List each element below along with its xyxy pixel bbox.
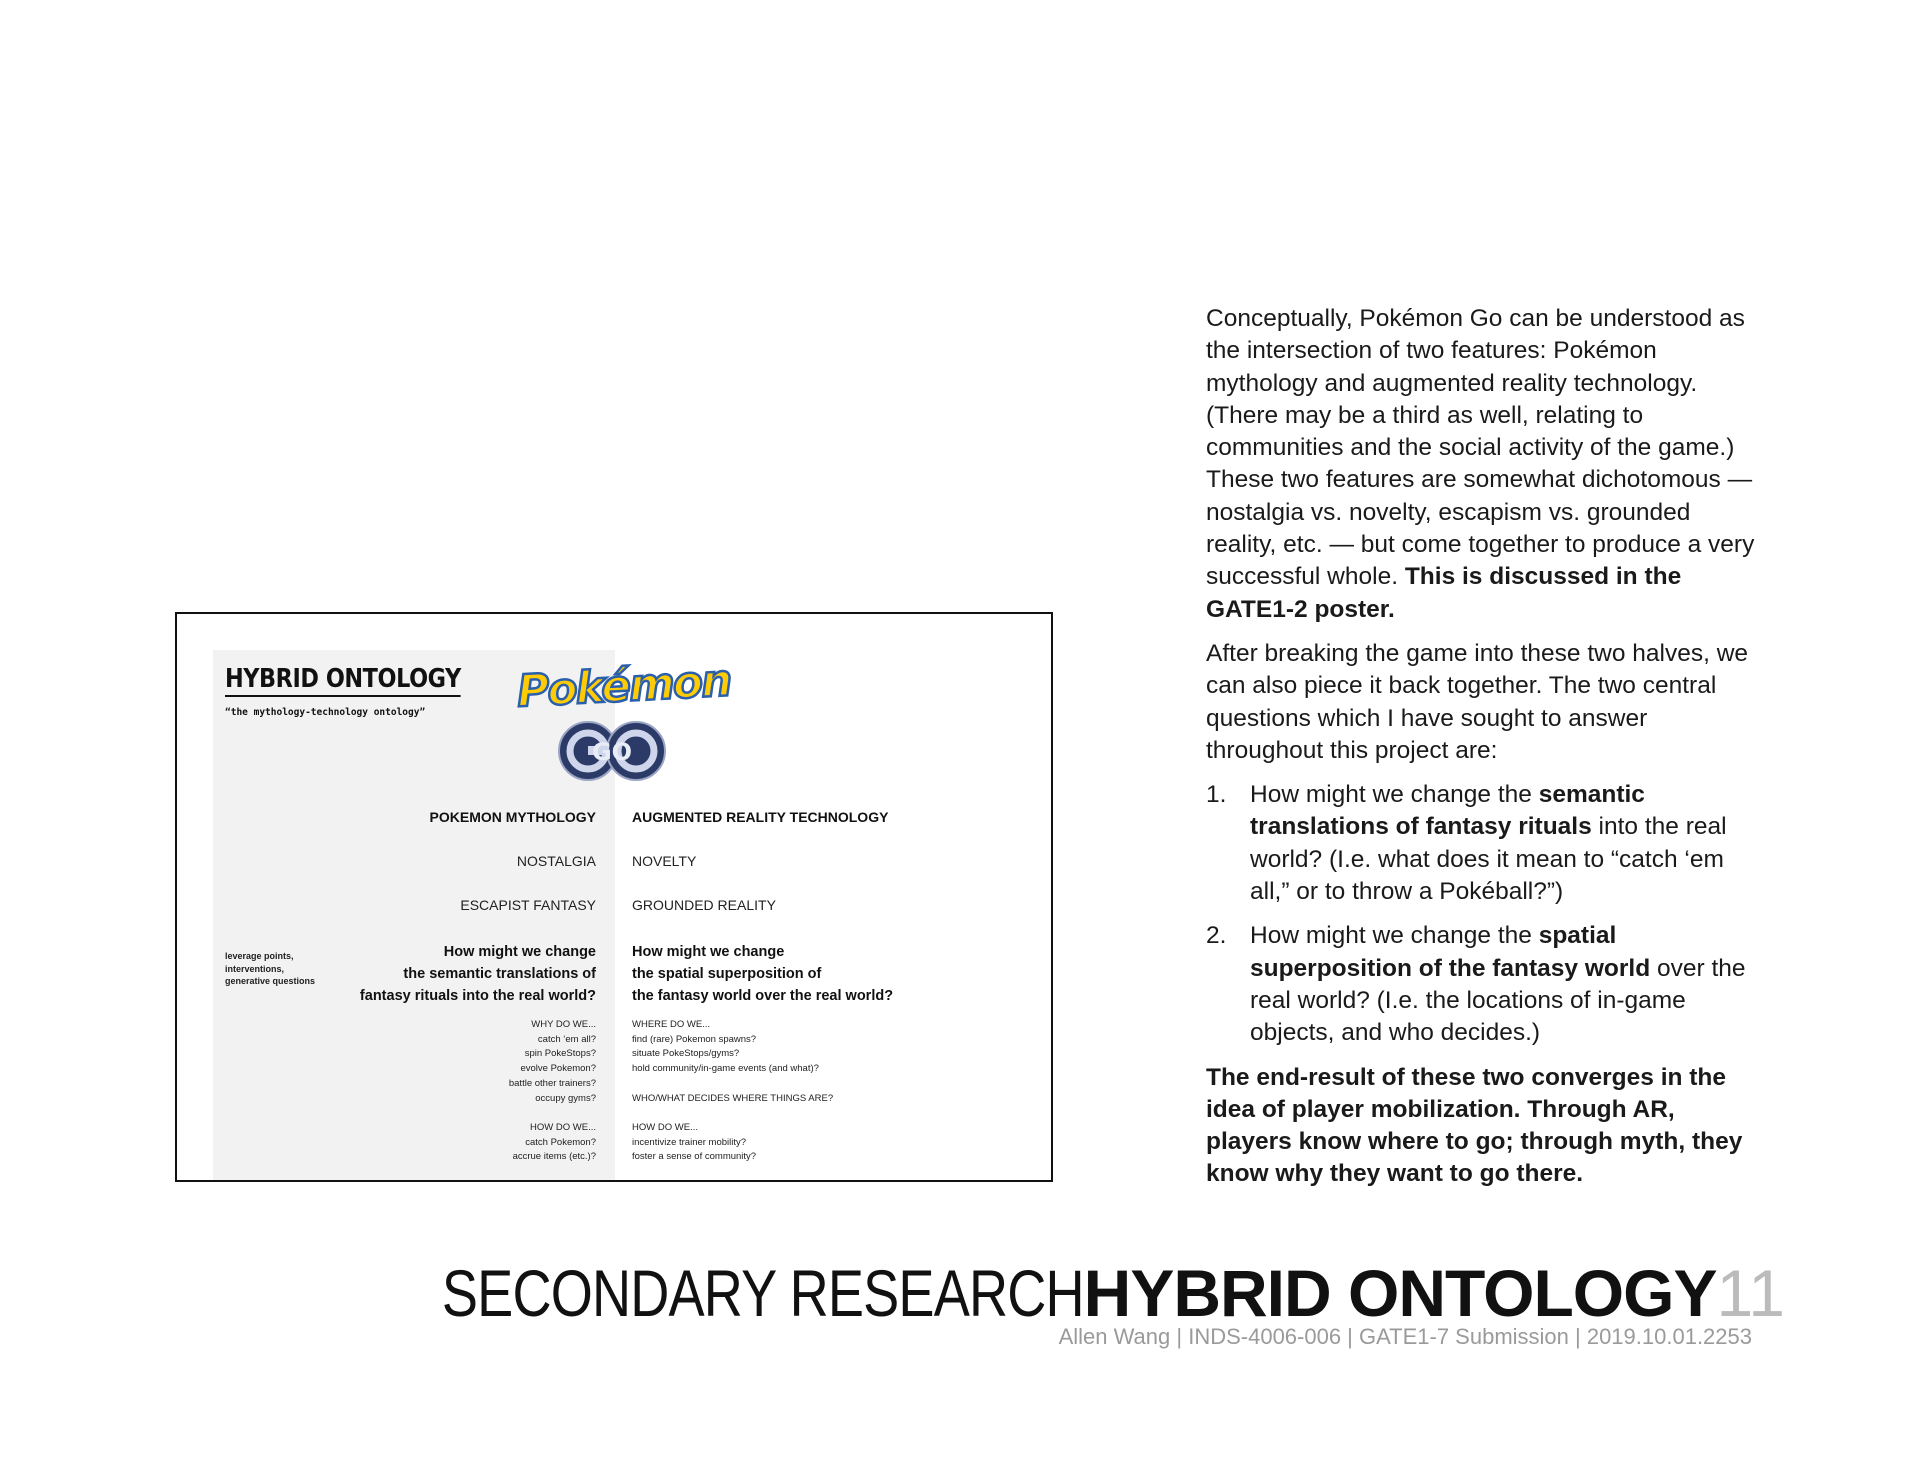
page-number: 11 <box>1716 1256 1785 1330</box>
list-item: catch ‘em all? <box>537 1033 596 1045</box>
list-text <box>1250 779 1766 908</box>
list-text-pre: How might we change the <box>1250 922 1539 950</box>
footer-meta: Allen Wang | INDS-4006-006 | GATE1-7 Submission | 2019.10.01.2253 <box>1058 1324 1752 1349</box>
pair-right-novelty: NOVELTY <box>632 853 697 869</box>
list-text-pre: How might we change the <box>1250 781 1539 809</box>
list-item: catch Pokemon? <box>525 1136 596 1148</box>
list-item: WHY DO WE... <box>531 1019 596 1030</box>
list-item: HOW DO WE... <box>632 1122 698 1133</box>
list-item: situate PokeStops/gyms? <box>632 1048 740 1060</box>
list-item: occupy gyms? <box>535 1092 596 1104</box>
list-number: 1. <box>1206 781 1227 809</box>
list-text-post: into the real world? (I.e. what does it mean to “catch ‘em all,” or to throw a Pokéball?”) <box>1250 813 1727 906</box>
body-text <box>1206 303 1766 1203</box>
paragraph-questions: After breaking the game into these two halves, we can also piece it back together. The two central questions which I have sought to answer throughout this project are: <box>1206 639 1749 764</box>
pair-right-grounded: GROUNDED REALITY <box>632 897 776 913</box>
pair-left-nostalgia: NOSTALGIA <box>516 853 596 869</box>
pokemon-go-logo <box>515 655 732 783</box>
who-decides-label: WHO/WHAT DECIDES WHERE THINGS ARE? <box>632 1093 834 1104</box>
list-item: incentivize trainer mobility? <box>632 1136 747 1148</box>
question-line: the semantic translations of <box>403 966 596 982</box>
how-list-right <box>632 1121 1032 1165</box>
list-text <box>1250 920 1766 1049</box>
poster-subtitle: “the mythology-technology ontology” <box>225 707 426 718</box>
paragraph-intro <box>1206 303 1766 626</box>
question-line: How might we change <box>632 944 785 960</box>
header-ar-technology: AUGMENTED REALITY TECHNOLOGY <box>632 809 889 825</box>
question-line: fantasy rituals into the real world? <box>359 988 596 1004</box>
page-title: HYBRID ONTOLOGY <box>1083 1256 1717 1330</box>
header-pokemon-mythology: POKEMON MYTHOLOGY <box>429 809 596 825</box>
list-item: HOW DO WE... <box>530 1122 596 1133</box>
pokemon-logo-word: Pokémon <box>515 655 732 718</box>
leverage-line: leverage points, <box>225 951 294 961</box>
footer-title <box>301 1258 1785 1328</box>
pair-left-escapist: ESCAPIST FANTASY <box>460 897 596 913</box>
poster-image <box>175 612 1053 1182</box>
leverage-line: interventions, <box>225 963 285 974</box>
list-item: evolve Pokemon? <box>520 1063 596 1075</box>
where-list <box>632 1018 1032 1077</box>
go-logo-icon <box>557 720 667 782</box>
question-spatial <box>632 941 1032 1007</box>
list-text-bold: semantic translations of fantasy rituals <box>1250 781 1645 841</box>
list-text-post: over the real world? (I.e. the locations of in-game objects, and who decides.) <box>1250 954 1746 1047</box>
paragraph-intro-bold: This is discussed in the GATE1-2 poster. <box>1206 563 1682 623</box>
list-item: hold community/in-game events (and what)? <box>632 1063 819 1075</box>
list-item <box>1206 779 1766 908</box>
section-label: SECONDARY RESEARCH <box>441 1256 1084 1330</box>
poster-title: HYBRID ONTOLOGY <box>225 664 461 697</box>
list-number: 2. <box>1206 922 1227 950</box>
leverage-line: generative questions <box>225 976 316 986</box>
how-list-left <box>216 1121 596 1165</box>
list-item: foster a sense of community? <box>632 1151 757 1163</box>
question-semantic <box>216 941 596 1007</box>
questions-list <box>1206 779 1766 1049</box>
list-item: find (rare) Pokemon spawns? <box>632 1033 757 1045</box>
question-line: the spatial superposition of <box>632 966 822 982</box>
list-text-bold: spatial superposition of the fantasy world <box>1250 922 1651 982</box>
why-list <box>216 1018 596 1106</box>
list-item: spin PokeStops? <box>524 1048 596 1060</box>
question-line: the fantasy world over the real world? <box>632 988 894 1004</box>
list-item: WHERE DO WE... <box>632 1019 711 1030</box>
paragraph-intro-text: Conceptually, Pokémon Go can be understood as the intersection of two features: Pokémon mythology and augmented reality technology. (There may be a third as well, relating to communities and the social activity of the game.) These two features are somewhat dichotomous — nostalgia vs. novelty, escapism vs. grounded reality, etc. — but come together to produce a very successful whole. <box>1206 305 1755 591</box>
paragraph-conclusion: The end-result of these two converges in the idea of player mobilization. Through AR, players know where to go; through myth, they know why they want to go there. <box>1206 1063 1743 1188</box>
list-item: accrue items (etc.)? <box>512 1151 596 1163</box>
question-line: How might we change <box>443 944 596 960</box>
list-item: battle other trainers? <box>508 1077 596 1089</box>
go-logo-text: GO <box>591 738 633 766</box>
list-item <box>1206 920 1766 1049</box>
